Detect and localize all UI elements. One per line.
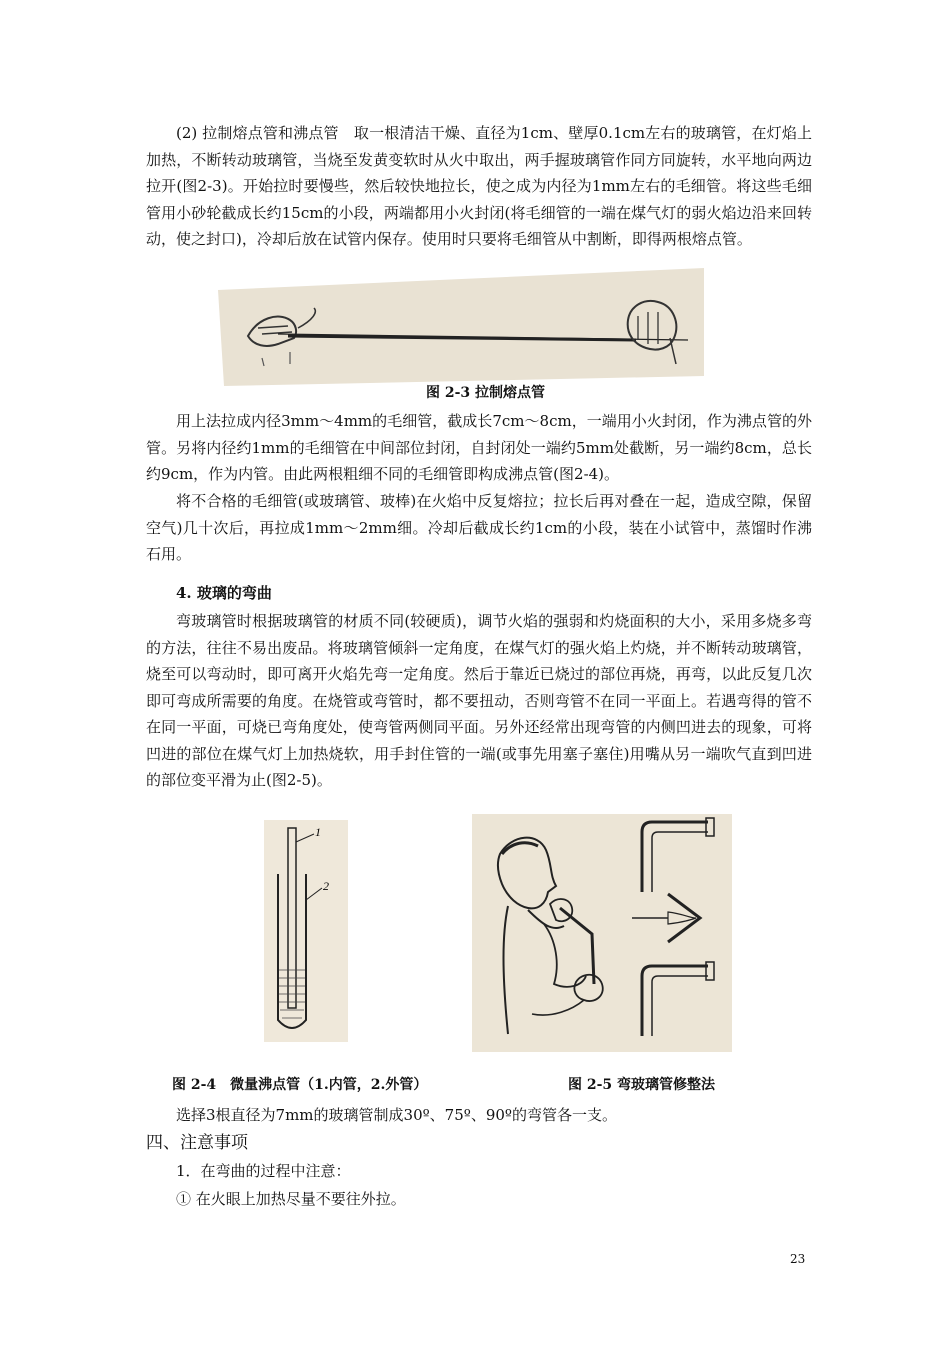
paragraph-exercise: 选择3根直径为7mm的玻璃管制成30º、75º、90º的弯管各一支。 — [176, 1106, 617, 1124]
page-number: 23 — [790, 1252, 806, 1266]
note-item-1-sub-1: ① 在火眼上加热尽量不要往外拉。 — [176, 1190, 406, 1208]
paragraph-capillary-drawing: (2) 拉制熔点管和沸点管 取一根清洁干燥、直径为1cm、壁厚0.1cm左右的玻璃管，在灯焰上加热，不断转动玻璃管，当烧至发黄变软时从火中取出，两手握玻璃管作同方同旋转，水平地向两边拉开(图2-3)。开始拉时要慢些，然后较快地拉长，使之成为内径为1mm左右的毛细管。将这些毛细管用小砂轮截成长约15cm的小段，两端都用小火封闭(将毛细管的一端在煤气灯的弱火焰边沿来回转动，使之封口)，冷却后放在试管内保存。使用时只要将毛细管从中割断，即得两根熔点管。 — [146, 124, 812, 248]
section-four-heading: 四、注意事项 — [146, 1133, 248, 1153]
figure-2-4-caption: 图 2-4 微量沸点管（1.内管，2.外管） — [172, 1077, 428, 1093]
figure-2-3-drawing-capillary — [218, 268, 704, 386]
note-item-1: 1．在弯曲的过程中注意： — [176, 1162, 351, 1180]
figure-2-4-label-1: 1 — [315, 825, 321, 839]
figure-2-5-caption: 图 2-5 弯玻璃管修整法 — [568, 1077, 716, 1093]
figure-2-4-label-2: 2 — [323, 879, 329, 893]
paragraph-bending-glass: 弯玻璃管时根据玻璃管的材质不同(较硬质)，调节火焰的强弱和灼烧面积的大小，采用多烧多弯的方法，往往不易出废品。将玻璃管倾斜一定角度，在煤气灯的强火焰上灼烧，并不断转动玻璃管，烧至可以弯动时，即可离开火焰先弯一定角度。然后于靠近已烧过的部位再烧，再弯，以此反复几次即可弯成所需要的角度。在烧管或弯管时，都不要扭动，否则弯管不在同一平面上。若遇弯得的管不在同一平面，可烧已弯角度处，使弯管两侧同平面。另外还经常出现弯管的内侧凹进去的现象，可将凹进的部位在煤气灯上加热烧软，用手封住管的一端(或事先用塞子塞住)用嘴从另一端吹气直到凹进的部位变平滑为止(图2-5)。 — [146, 612, 812, 789]
micro-boiling-tube-illustration — [264, 820, 348, 1042]
section-4-heading: 4. 玻璃的弯曲 — [176, 584, 272, 602]
figure-2-5-glass-tube-repair — [472, 814, 732, 1052]
figure-2-3-caption: 图 2-3 拉制熔点管 — [426, 385, 546, 401]
paragraph-boiling-point-tube: 用上法拉成内径3mm～4mm的毛细管，截成长7cm～8cm，一端用小火封闭，作为沸点管的外管。另将内径约1mm的毛细管在中间部位封闭，自封闭处一端约5mm处截断，另一端约8cm，总长约9cm，作为内管。由此两根粗细不同的毛细管即构成沸点管(图2-4)。 — [146, 412, 812, 483]
paragraph-boiling-chips: 将不合格的毛细管(或玻璃管、玻棒)在火焰中反复熔拉；拉长后再对叠在一起，造成空隙，保留空气)几十次后，再拉成1mm～2mm细。冷却后截成长约1cm的小段，装在小试管中，蒸馏时作沸石用。 — [146, 492, 812, 563]
capillary-drawing-illustration — [218, 268, 704, 386]
glass-tube-repair-illustration — [472, 814, 732, 1052]
figure-2-4-micro-boiling-tube — [264, 820, 348, 1042]
